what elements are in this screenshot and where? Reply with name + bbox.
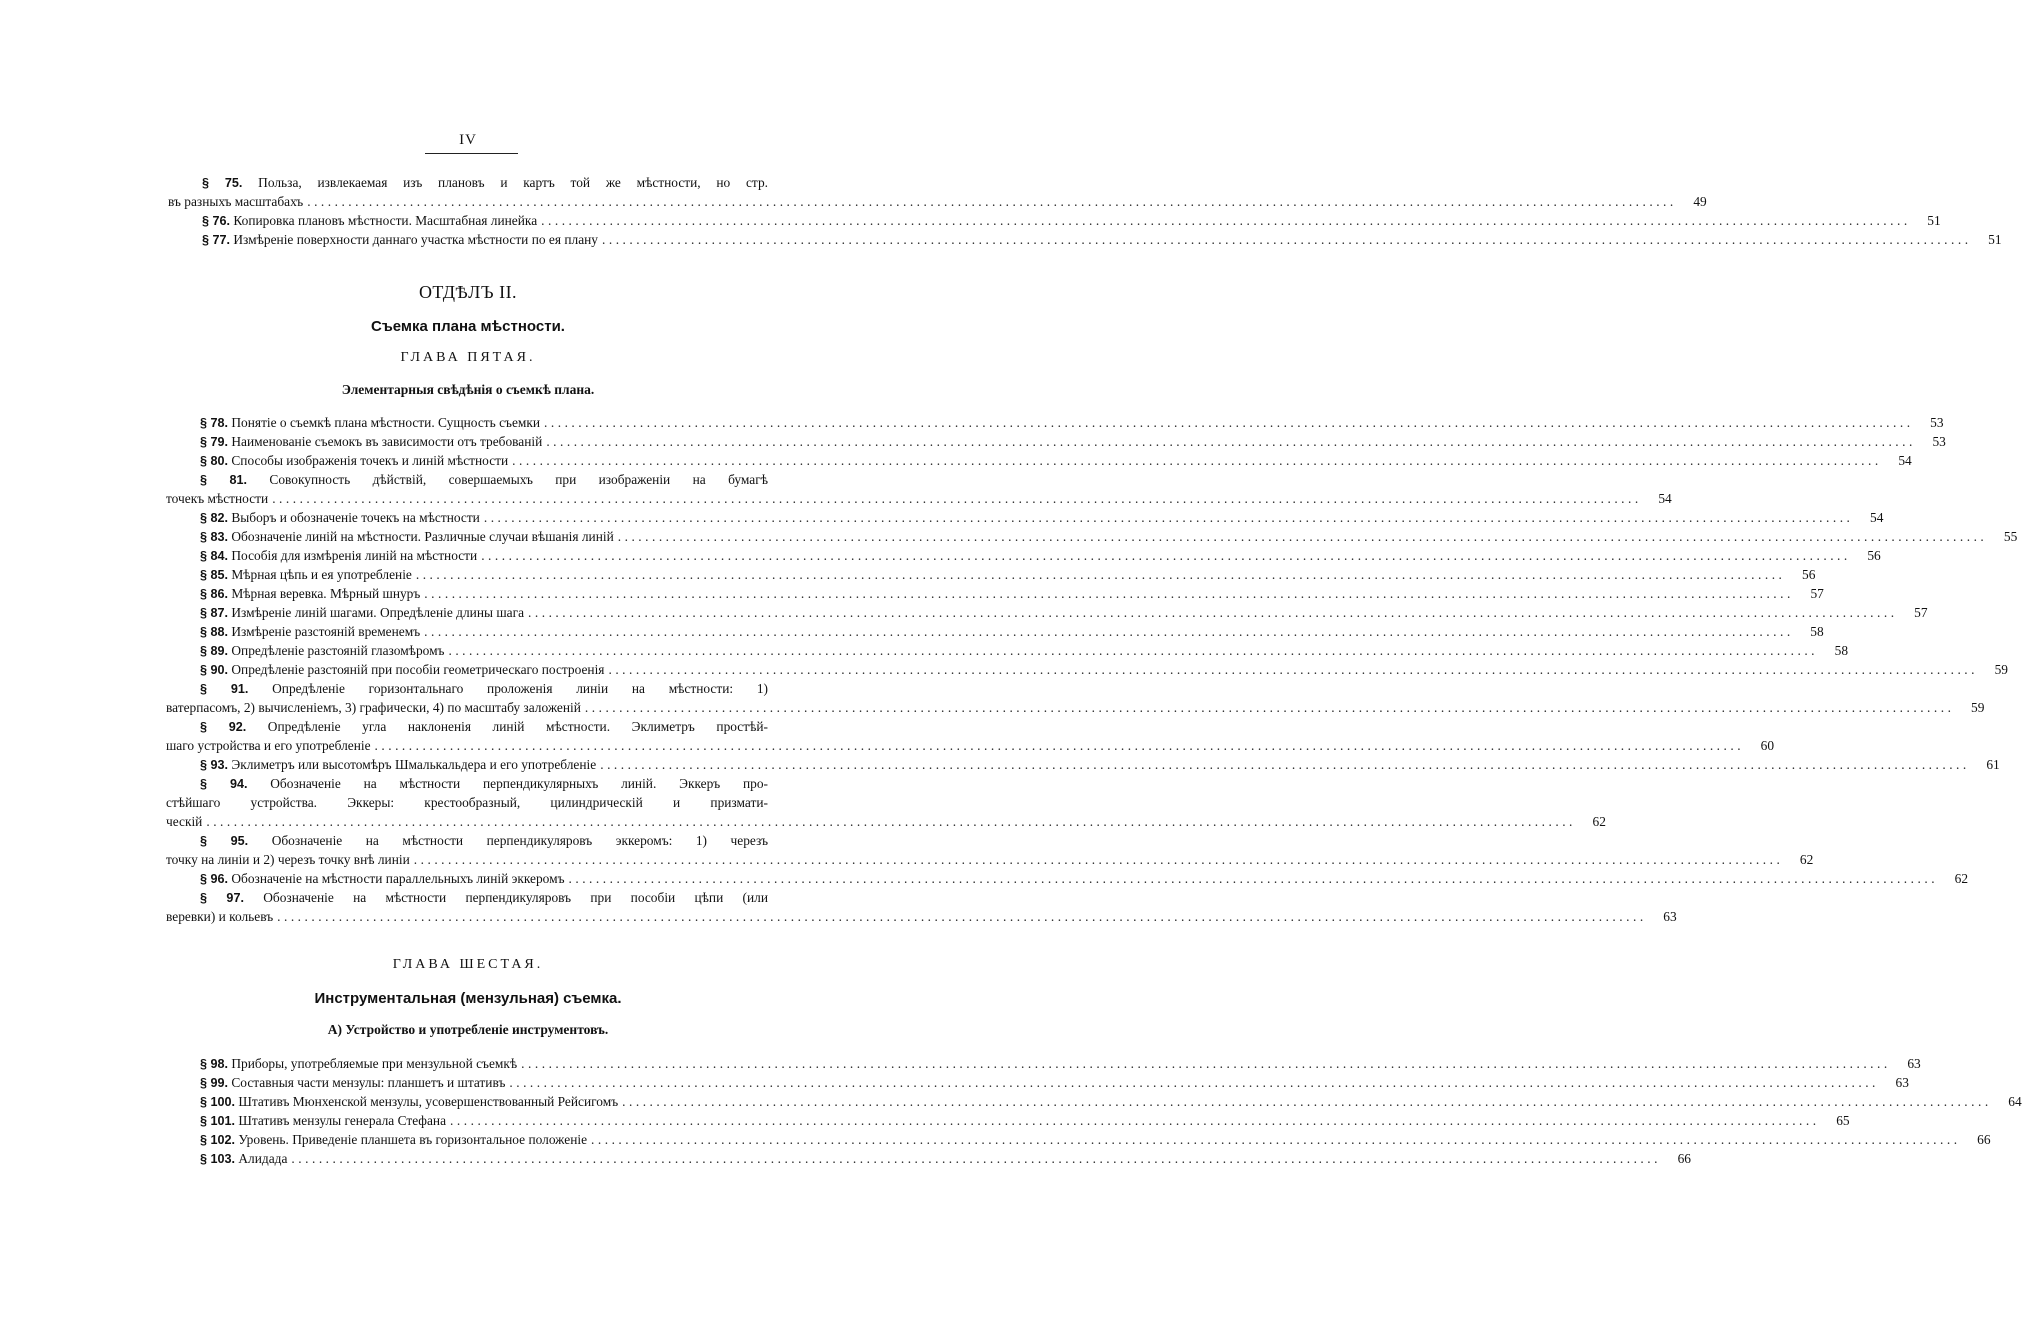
- leader-dots: ........................................................................................................................................................................................................: [291, 1151, 1661, 1166]
- toc-entry-line: [168, 230, 2002, 249]
- toc-entry-text: [200, 641, 444, 661]
- page-ref: 56: [1867, 548, 1881, 563]
- section-number: § 92.: [200, 720, 247, 734]
- leader-dots: ........................................................................................................................................................................................................: [600, 757, 1970, 772]
- toc-entry-line: [166, 527, 2018, 546]
- toc-entry-text: [166, 736, 371, 755]
- toc-entry: [166, 1111, 1850, 1130]
- toc-entry-text: [200, 1149, 287, 1169]
- entry-title: Опредѣленіе угла наклоненія линій мѣстности. Эклиметръ простѣй-: [267, 719, 768, 734]
- toc-entry-text: [200, 470, 768, 490]
- leader-dots: ........................................................................................................................................................................................................: [424, 586, 1794, 601]
- toc-entry-line: [166, 432, 1946, 451]
- section-number: § 86.: [200, 587, 229, 601]
- toc-entry: [166, 679, 1985, 717]
- entry-title: шаго устройства и его употребленіе: [166, 738, 371, 753]
- entry-title: Алидада: [238, 1151, 288, 1166]
- toc-entry: [168, 211, 1941, 230]
- page-ref: 66: [1977, 1132, 1991, 1147]
- toc-entry: [166, 470, 1672, 508]
- section-number: § 85.: [200, 568, 229, 582]
- leader-dots: ........................................................................................................................................................................................................: [622, 1094, 1992, 1109]
- toc-entry: [166, 1073, 1909, 1092]
- toc-entry-text: [168, 192, 303, 211]
- toc-entry-line: [166, 736, 1775, 755]
- toc-entry-text: [200, 565, 412, 585]
- toc-entry-line: [166, 1130, 1991, 1149]
- toc-entry-text: [200, 755, 596, 775]
- toc-entry-line: [168, 173, 768, 192]
- toc-entry-line: [166, 1073, 1909, 1092]
- entry-title: Приборы, употребляемые при мензульной съемкѣ: [231, 1056, 518, 1071]
- page-ref: 63: [1895, 1075, 1909, 1090]
- page-ref: 64: [2008, 1094, 2022, 1109]
- toc-entry-line: [166, 660, 2008, 679]
- section-number: § 75.: [202, 176, 243, 190]
- page-ref: 60: [1760, 738, 1775, 753]
- page-ref: 57: [1914, 605, 1928, 620]
- section-number: § 83.: [200, 530, 229, 544]
- leader-dots: ........................................................................................................................................................................................................: [415, 567, 1786, 582]
- toc-entry-text: [200, 546, 477, 566]
- toc-entry-line: [166, 1149, 1691, 1168]
- toc-entry-text: [166, 850, 410, 869]
- toc-entry-line: [166, 603, 1928, 622]
- page-ref: 53: [1930, 415, 1944, 430]
- toc-entry: [166, 565, 1816, 584]
- chapter-6-section: А) Устройство и употребленіе инструментовъ.: [327, 1022, 609, 1037]
- toc-entry-text: [200, 451, 508, 471]
- toc-entry-text: [200, 869, 565, 889]
- toc-entry: [168, 173, 1707, 211]
- page-ref: 62: [1799, 852, 1814, 867]
- toc-entry: [166, 888, 1677, 926]
- leader-dots: ........................................................................................................................................................................................................: [602, 232, 1972, 247]
- section-number: § 94.: [200, 777, 248, 791]
- toc-entry-text: [200, 413, 540, 433]
- section-number: § 102.: [200, 1133, 236, 1147]
- toc-entry-line: [166, 850, 1814, 869]
- toc-entry: [166, 755, 2000, 774]
- leader-dots: ........................................................................................................................................................................................................: [448, 643, 1819, 658]
- entry-title: Обозначеніе на мѣстности параллельныхъ линій эккеромъ: [231, 871, 565, 886]
- leader-dots: ........................................................................................................................................................................................................: [483, 510, 1854, 525]
- toc-entry-line: [168, 211, 1941, 230]
- entry-title: Опредѣленіе разстояній глазомѣромъ: [231, 643, 445, 658]
- leader-dots: ........................................................................................................................................................................................................: [608, 662, 1978, 677]
- toc-entry-line: [166, 831, 768, 850]
- leader-dots: ........................................................................................................................................................................................................: [584, 700, 1955, 715]
- section-number: § 103.: [200, 1152, 236, 1166]
- toc-entry: [166, 432, 1946, 451]
- toc-entry-text: [200, 774, 768, 794]
- toc-entry: [166, 413, 1944, 432]
- toc-entry-line: [166, 451, 1912, 470]
- section-number: § 82.: [200, 511, 229, 525]
- page-ref: 58: [1834, 643, 1849, 658]
- leader-dots: ........................................................................................................................................................................................................: [272, 491, 1642, 506]
- toc-entry-line: [166, 717, 768, 736]
- section-number: § 84.: [200, 549, 229, 563]
- leader-dots: ........................................................................................................................................................................................................: [413, 852, 1784, 867]
- toc-entry-text: [200, 508, 480, 528]
- entry-title: Опредѣленіе разстояній при пособіи геометрическаго построенія: [231, 662, 605, 677]
- toc-entry-text: [200, 622, 420, 642]
- toc-entry: [168, 230, 2002, 249]
- page-ref: 59: [1971, 700, 1985, 715]
- entry-title: Мѣрная веревка. Мѣрный шнуръ: [231, 586, 421, 601]
- toc-entry-line: [166, 489, 1672, 508]
- entry-title: Эклиметръ или высотомѣръ Шмалькальдера и его употребленіе: [231, 757, 597, 772]
- entry-title: Штативъ мензулы генерала Стефана: [238, 1113, 447, 1128]
- toc-entry: [166, 1149, 1691, 1168]
- entry-title: Измѣреніе линій шагами. Опредѣленіе длины шага: [231, 605, 525, 620]
- page-ref: 63: [1907, 1056, 1921, 1071]
- toc-entry-text: [200, 888, 768, 908]
- entry-title: Польза, извлекаемая изъ плановъ и картъ той же мѣстности, но стр.: [258, 175, 768, 190]
- toc-entry-text: [200, 1092, 618, 1112]
- toc-entry: [166, 546, 1881, 565]
- entry-title: Измѣреніе разстояній временемъ: [231, 624, 421, 639]
- page-ref: 65: [1836, 1113, 1850, 1128]
- page-ref: 56: [1802, 567, 1816, 582]
- page-ref: 63: [1663, 909, 1677, 924]
- toc-entry-line: [166, 508, 1884, 527]
- toc-entry-text: [200, 603, 524, 623]
- toc-chapter-5: [166, 413, 2018, 926]
- entry-title: Обозначеніе на мѣстности перпендикулярныхъ линій. Эккеръ про-: [270, 776, 769, 791]
- chapter-6-title: ГЛАВА ШЕСТАЯ.: [392, 957, 544, 972]
- entry-title: Обозначеніе на мѣстности перпендикуляровъ эккеромъ: 1) черезъ: [271, 833, 768, 848]
- toc-entry: [166, 660, 2008, 679]
- page-ref: 51: [1988, 232, 2002, 247]
- toc-entry-text: [200, 1073, 505, 1093]
- toc-entry: [166, 774, 1606, 831]
- leader-dots: ........................................................................................................................................................................................................: [528, 605, 1898, 620]
- section-number: § 100.: [200, 1095, 236, 1109]
- entry-title: Опредѣленіе горизонтальнаго проложенія линіи на мѣстности: 1): [272, 681, 768, 696]
- entry-title: точекъ мѣстности: [166, 491, 269, 506]
- section-number: § 95.: [200, 834, 249, 848]
- leader-dots: ........................................................................................................................................................................................................: [541, 213, 1911, 228]
- entry-title: Мѣрная цѣпь и ея употребленіе: [231, 567, 412, 582]
- section-number: § 99.: [200, 1076, 229, 1090]
- toc-entry-text: [200, 527, 614, 547]
- section-number: § 96.: [200, 872, 229, 886]
- page-ref: 49: [1693, 194, 1707, 209]
- page-ref: 55: [2003, 529, 2018, 544]
- toc-entry-line: [166, 1054, 1921, 1073]
- toc-entry: [166, 508, 1884, 527]
- toc-entry: [166, 1130, 1991, 1149]
- toc-entry-text: [166, 698, 581, 717]
- leader-dots: ........................................................................................................................................................................................................: [206, 814, 1576, 829]
- section-number: § 90.: [200, 663, 229, 677]
- toc-entry-line: [166, 907, 1677, 926]
- toc-entry-line: [166, 774, 768, 793]
- toc-entry-text: [166, 489, 268, 508]
- entry-title: Обозначеніе на мѣстности перпендикуляровъ при пособіи цѣпи (или: [263, 890, 769, 905]
- toc-entry-line: [166, 869, 1969, 888]
- entry-title: Обозначеніе линій на мѣстности. Различные случаи вѣшанія линій: [231, 529, 614, 544]
- section-number: § 87.: [200, 606, 229, 620]
- toc-entry-text: [200, 1130, 587, 1150]
- leader-dots: ........................................................................................................................................................................................................: [617, 529, 1988, 544]
- toc-entry: [166, 622, 1824, 641]
- entry-title: Наименованіе съемокъ въ зависимости отъ требованій: [231, 434, 543, 449]
- toc-carry-over: [168, 173, 2002, 249]
- toc-entry-text: [202, 173, 768, 193]
- chapter-5-subtitle: Элементарныя свѣдѣнія о съемкѣ плана.: [341, 382, 595, 397]
- toc-entry: [166, 1054, 1921, 1073]
- toc-entry-line: [168, 192, 1707, 211]
- toc-entry: [166, 527, 2018, 546]
- entry-title: Составныя части мензулы: планшетъ и штативъ: [231, 1075, 506, 1090]
- leader-dots: ........................................................................................................................................................................................................: [591, 1132, 1961, 1147]
- part-subtitle: Съемка плана мѣстности.: [371, 318, 565, 335]
- leader-dots: ........................................................................................................................................................................................................: [450, 1113, 1820, 1128]
- page-ref: 53: [1932, 434, 1946, 449]
- entry-title: веревки) и кольевъ: [166, 909, 274, 924]
- page-ref: 61: [1986, 757, 2000, 772]
- leader-dots: ........................................................................................................................................................................................................: [512, 453, 1882, 468]
- chapter-5-title: ГЛАВА ПЯТАЯ.: [400, 350, 536, 365]
- toc-entry: [166, 869, 1969, 888]
- toc-entry-line: [166, 698, 1985, 717]
- toc-entry-line: [166, 793, 768, 812]
- toc-entry-text: [200, 1111, 446, 1131]
- toc-entry: [166, 831, 1814, 869]
- section-number: § 98.: [200, 1057, 229, 1071]
- entry-title: Штативъ Мюнхенской мензулы, усовершенствованный Рейсигомъ: [238, 1094, 619, 1109]
- page-ref: 62: [1592, 814, 1606, 829]
- toc-entry-text: [200, 831, 768, 851]
- leader-dots: ........................................................................................................................................................................................................: [481, 548, 1851, 563]
- leader-dots: ........................................................................................................................................................................................................: [374, 738, 1745, 753]
- leader-dots: ........................................................................................................................................................................................................: [568, 871, 1939, 886]
- section-number: § 88.: [200, 625, 229, 639]
- toc-entry: [166, 717, 1775, 755]
- toc-entry-text: [200, 679, 768, 699]
- page-ref: 54: [1898, 453, 1912, 468]
- toc-entry-line: [166, 413, 1944, 432]
- section-number: § 97.: [200, 891, 244, 905]
- section-number: § 77.: [202, 233, 231, 247]
- toc-entry-text: [200, 717, 768, 737]
- toc-entry-line: [166, 679, 768, 698]
- leader-dots: ........................................................................................................................................................................................................: [424, 624, 1794, 639]
- leader-dots: ........................................................................................................................................................................................................: [544, 415, 1914, 430]
- entry-title: Уровень. Приведеніе планшета въ горизонтальное положеніе: [238, 1132, 588, 1147]
- section-number: § 76.: [202, 214, 231, 228]
- section-number: § 80.: [200, 454, 229, 468]
- toc-entry-text: [202, 230, 598, 250]
- entry-title: ческій: [166, 814, 203, 829]
- leader-dots: ........................................................................................................................................................................................................: [509, 1075, 1879, 1090]
- toc-entry-line: [166, 755, 2000, 774]
- toc-entry-text: [200, 584, 420, 604]
- section-number: § 101.: [200, 1114, 236, 1128]
- section-number: § 89.: [200, 644, 229, 658]
- section-number: § 91.: [200, 682, 249, 696]
- toc-entry-line: [166, 470, 768, 489]
- page-ref: 58: [1810, 624, 1824, 639]
- leader-dots: ........................................................................................................................................................................................................: [546, 434, 1916, 449]
- header-rule: [425, 153, 518, 154]
- page-ref: 54: [1658, 491, 1672, 506]
- toc-entry-line: [166, 546, 1881, 565]
- entry-title: Выборъ и обозначеніе точекъ на мѣстности: [231, 510, 480, 525]
- page-number: IV: [459, 132, 477, 148]
- toc-entry: [166, 641, 1849, 660]
- entry-title: Измѣреніе поверхности даннаго участка мѣстности по ея плану: [233, 232, 599, 247]
- page-ref: 51: [1927, 213, 1941, 228]
- page-ref: 54: [1870, 510, 1884, 525]
- toc-entry: [166, 1092, 2022, 1111]
- entry-title: Совокупность дѣйствій, совершаемыхъ при изображеніи на бумагѣ: [269, 472, 768, 487]
- leader-dots: ........................................................................................................................................................................................................: [307, 194, 1677, 209]
- leader-dots: ........................................................................................................................................................................................................: [521, 1056, 1891, 1071]
- toc-entry-text: [166, 793, 768, 812]
- toc-entry-text: [200, 432, 542, 452]
- entry-title: въ разныхъ масштабахъ: [168, 194, 304, 209]
- leader-dots: ........................................................................................................................................................................................................: [277, 909, 1647, 924]
- toc-entry-line: [166, 641, 1849, 660]
- toc-entry-line: [166, 584, 1824, 603]
- toc-entry-text: [200, 1054, 517, 1074]
- section-number: § 93.: [200, 758, 229, 772]
- toc-entry: [166, 451, 1912, 470]
- toc-entry-text: [166, 907, 273, 926]
- toc-entry-text: [202, 211, 537, 231]
- toc-entry-line: [166, 622, 1824, 641]
- section-number: § 79.: [200, 435, 229, 449]
- toc-entry-line: [166, 1092, 2022, 1111]
- page-ref: 59: [1994, 662, 2008, 677]
- toc-entry-line: [166, 812, 1606, 831]
- page-ref: 62: [1954, 871, 1969, 886]
- entry-title: стѣйшаго устройства. Эккеры: крестообразный, цилиндрическій и призмати-: [166, 795, 768, 810]
- toc-entry-line: [166, 1111, 1850, 1130]
- toc-entry-line: [166, 565, 1816, 584]
- entry-title: Понятіе о съемкѣ плана мѣстности. Сущность съемки: [231, 415, 541, 430]
- entry-title: точку на линіи и 2) черезъ точку внѣ линіи: [166, 852, 410, 867]
- section-number: § 78.: [200, 416, 229, 430]
- page-ref: 66: [1677, 1151, 1691, 1166]
- entry-title: ватерпасомъ, 2) вычисленіемъ, 3) графически, 4) по масштабу заложеній: [166, 700, 581, 715]
- entry-title: Пособія для измѣренія линій на мѣстности: [231, 548, 478, 563]
- chapter-6-subtitle: Инструментальная (мензульная) съемка.: [314, 990, 622, 1007]
- section-number: § 81.: [200, 473, 248, 487]
- entry-title: Способы изображенія точекъ и линій мѣстности: [231, 453, 509, 468]
- toc-entry-text: [200, 660, 604, 680]
- toc-entry-text: [166, 812, 202, 831]
- entry-title: Копировка плановъ мѣстности. Масштабная линейка: [233, 213, 538, 228]
- toc-entry: [166, 603, 1928, 622]
- toc-chapter-6: [166, 1054, 2022, 1168]
- toc-entry-line: [166, 888, 768, 907]
- toc-entry: [166, 584, 1824, 603]
- page-ref: 57: [1810, 586, 1824, 601]
- part-title: ОТДѢЛЪ II.: [418, 282, 518, 302]
